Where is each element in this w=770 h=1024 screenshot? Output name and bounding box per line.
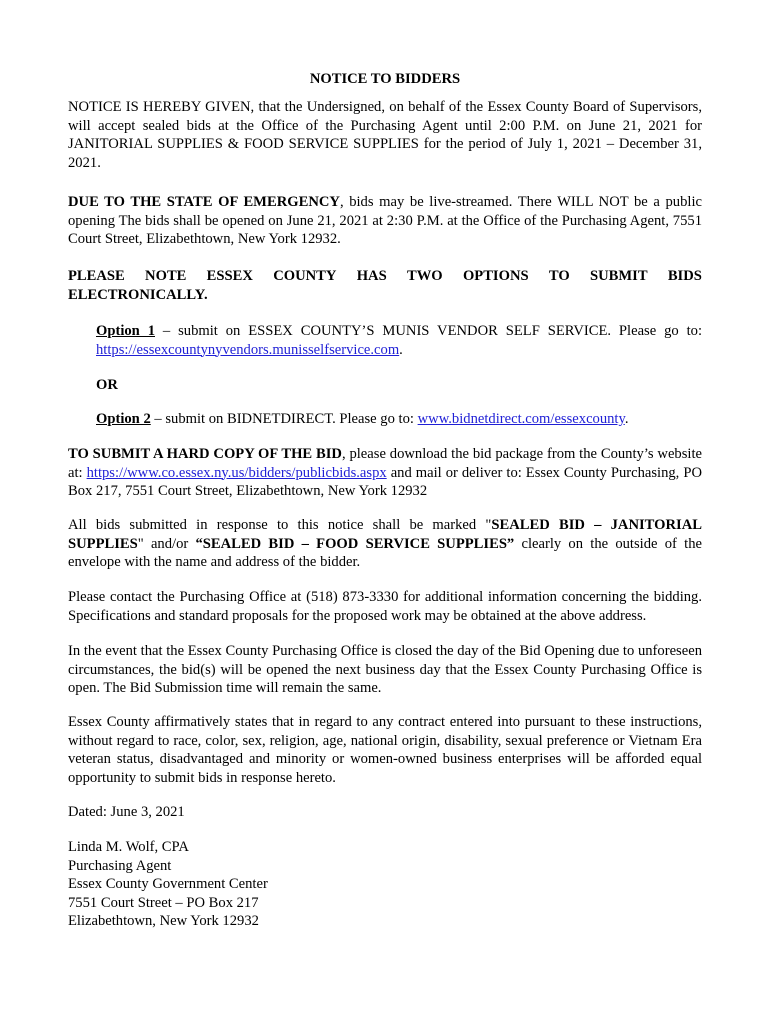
contact-paragraph: Please contact the Purchasing Office at (518) 873-3330 for additional information concerning the bidding. Specifications and standard proposals for the proposed work may be obtained at the above address. <box>68 589 702 624</box>
please-note-word: HAS <box>356 268 387 284</box>
signature-street: 7551 Court Street – PO Box 217 <box>68 894 259 911</box>
sealed-janitorial: SEALED BID – JANITORIAL SUPPLIES <box>68 517 702 552</box>
hardcopy-heading: TO SUBMIT A HARD COPY OF THE BID <box>68 446 342 462</box>
option2-label: Option 2 <box>96 411 151 427</box>
hardcopy-paragraph <box>68 445 702 501</box>
sealed-text3: clearly on the outside of the envelope with the name and address of the bidder. <box>68 535 702 570</box>
sealed-food: “SEALED BID – FOOD SERVICE SUPPLIES” <box>195 535 515 552</box>
signature-office: Essex County Government Center <box>68 876 268 892</box>
emergency-heading: DUE TO THE STATE OF EMERGENCY <box>68 194 340 210</box>
emergency-text: , bids may be live-streamed. There WILL NOT be a public opening The bids shall be opened on June 21, 2021 at 2:30 P.M. at the Office of the Purchasing Agent, 7551 Court Street, Elizabethtown, New York 12932. <box>68 194 702 247</box>
please-note-word: ESSEX <box>206 268 253 284</box>
affirm-paragraph: Essex County affirmatively states that in regard to any contract entered into pursuant to these instructions, without regard to race, color, sex, religion, age, national origin, disability, sexual preference or Vietnam Era veteran status, disadvantaged and minority or women-owned business enterprises will be afforded equal opportunity to submit bids in response hereto. <box>68 714 702 786</box>
munis-link[interactable]: https://essexcountynyvendors.munisselfservice.com <box>96 341 400 358</box>
emergency-paragraph <box>68 193 702 249</box>
dated-line: Dated: June 3, 2021 <box>68 804 185 820</box>
please-note-line2: ELECTRONICALLY. <box>68 286 208 303</box>
please-note-word: NOTE <box>145 268 187 284</box>
please-note-word: BIDS <box>667 268 702 284</box>
option2-paragraph <box>96 410 702 429</box>
please-note-word: PLEASE <box>68 268 125 284</box>
please-note-word: TO <box>548 268 570 284</box>
please-note-word: COUNTY <box>273 268 337 284</box>
hardcopy-text2: and mail or deliver to: Essex County Purchasing, PO Box 217, 7551 Court Street, Elizabethtown, New York 12932 <box>68 464 702 499</box>
notice-paragraph: NOTICE IS HEREBY GIVEN, that the Undersigned, on behalf of the Essex County Board of Supervisors, will accept sealed bids at the Office of the Purchasing Agent until 2:00 P.M. on June 21, 2021 for JANITORIAL SUPPLIES & FOOD SERVICE SUPPLIES for the period of July 1, 2021 – December 31, 2021. <box>68 99 702 171</box>
option2-text: – submit on BIDNETDIRECT. Please go to: <box>150 411 418 427</box>
signature-block <box>68 838 702 931</box>
county-bidders-link[interactable]: https://www.co.essex.ny.us/bidders/publicbids.aspx <box>86 464 387 481</box>
sealed-paragraph <box>68 516 702 572</box>
option1-end: . <box>399 341 403 358</box>
page-title: NOTICE TO BIDDERS <box>309 71 461 87</box>
signature-name: Linda M. Wolf, CPA <box>68 839 189 855</box>
option1-paragraph <box>96 322 702 359</box>
hardcopy-text1: , please download the bid package from the County’s website at: <box>68 446 702 481</box>
sealed-text1: All bids submitted in response to this notice shall be marked " <box>68 517 492 533</box>
please-note-word: OPTIONS <box>462 268 529 284</box>
option1-label: Option 1 <box>96 323 155 339</box>
option1-text: – submit on ESSEX COUNTY’S MUNIS VENDOR SELF SERVICE. Please go to: <box>155 323 702 339</box>
bidnet-link[interactable]: www.bidnetdirect.com/essexcounty <box>417 411 625 427</box>
please-note-line1 <box>68 267 702 286</box>
signature-title: Purchasing Agent <box>68 857 172 874</box>
closed-paragraph: In the event that the Essex County Purchasing Office is closed the day of the Bid Opening due to unforeseen circumstances, the bid(s) will be opened the next business day that the Essex County Purchasing Office is open. The Bid Submission time will remain the same. <box>68 643 702 696</box>
or-text: OR <box>96 377 118 393</box>
please-note-word: TWO <box>406 268 443 284</box>
please-note-heading <box>68 267 702 304</box>
sealed-text2: " and/or <box>137 535 196 552</box>
signature-city: Elizabethtown, New York 12932 <box>68 913 259 929</box>
please-note-word: SUBMIT <box>589 268 648 284</box>
option2-end: . <box>624 411 629 427</box>
